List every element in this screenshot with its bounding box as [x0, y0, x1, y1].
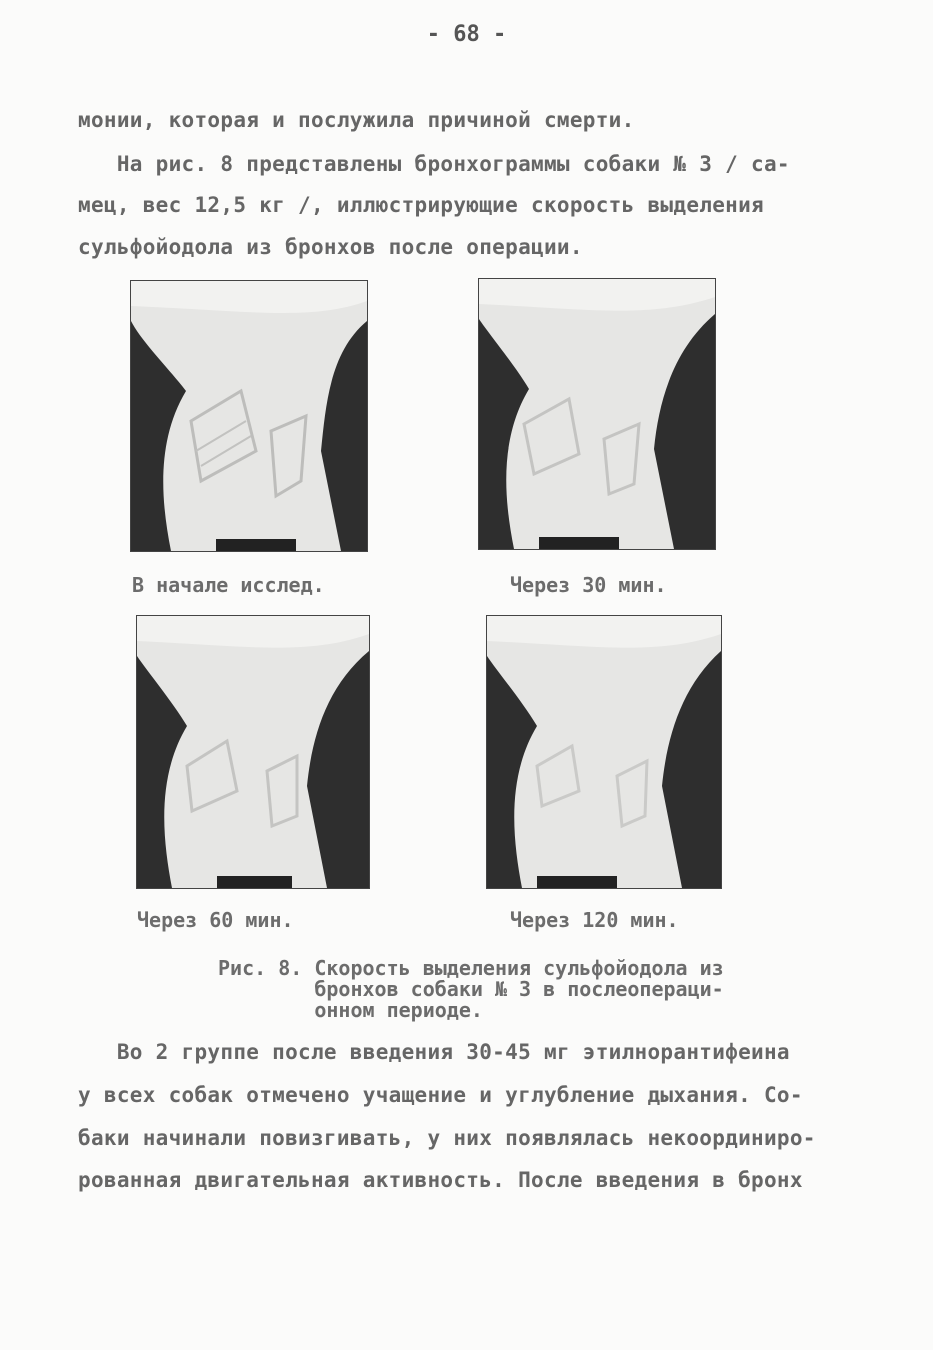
- figure-caption-line: онном периоде.: [218, 998, 483, 1022]
- bronchogram-image-60min: [136, 615, 370, 889]
- paragraph-line: монии, которая и послужила причиной смерти.: [78, 108, 635, 132]
- paragraph-line: баки начинали повизгивать, у них появлялась некоординиро-: [78, 1126, 816, 1150]
- paragraph-line: рованная двигательная активность. После введения в бронх: [78, 1168, 803, 1192]
- paragraph-line: сульфойодола из бронхов после операции.: [78, 235, 583, 259]
- bronchogram-image-30min: [478, 278, 716, 550]
- bronchogram-image-120min: [486, 615, 722, 889]
- bronchogram-image-start: [130, 280, 368, 552]
- paragraph-line: мец, вес 12,5 кг /, иллюстрирующие скорость выделения: [78, 193, 764, 217]
- image-caption: В начале исслед.: [132, 573, 325, 597]
- image-caption: Через 60 мин.: [137, 908, 294, 932]
- paragraph-line: Во 2 группе после введения 30-45 мг этилнорантифеина: [78, 1040, 790, 1064]
- figure-caption-line: бронхов собаки № 3 в послеопераци-: [218, 977, 724, 1001]
- figure-caption-line: Рис. 8. Скорость выделения сульфойодола из: [218, 956, 724, 980]
- page-number: - 68 -: [426, 22, 507, 47]
- paragraph-line: На рис. 8 представлены бронхограммы собаки № 3 / са-: [78, 152, 790, 176]
- image-caption: Через 30 мин.: [510, 573, 667, 597]
- paragraph-line: у всех собак отмечено учащение и углубление дыхания. Со-: [78, 1083, 803, 1107]
- image-caption: Через 120 мин.: [510, 908, 679, 932]
